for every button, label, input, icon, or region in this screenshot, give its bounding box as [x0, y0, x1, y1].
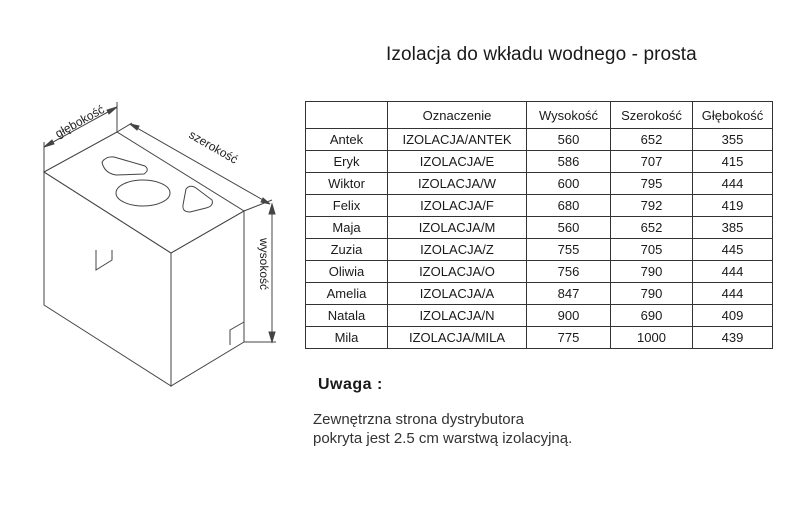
cell-name: Mila [306, 327, 388, 349]
note-text-line-1: Zewnętrzna strona dystrybutora [313, 411, 524, 428]
cell-width: 707 [611, 151, 693, 173]
cell-width: 1000 [611, 327, 693, 349]
cell-name: Zuzia [306, 239, 388, 261]
cell-name: Oliwia [306, 261, 388, 283]
cell-designation: IZOLACJA/Z [388, 239, 527, 261]
front-notch [96, 250, 112, 270]
side-notch [230, 322, 244, 345]
table-row [306, 305, 773, 327]
cell-width: 705 [611, 239, 693, 261]
cell-designation: IZOLACJA/N [388, 305, 527, 327]
left-slot [102, 157, 147, 175]
cell-designation: IZOLACJA/F [388, 195, 527, 217]
cell-depth: 444 [693, 173, 773, 195]
cell-height: 775 [527, 327, 611, 349]
table-row [306, 217, 773, 239]
circular-opening [116, 180, 170, 206]
cell-height: 847 [527, 283, 611, 305]
table-row [306, 129, 773, 151]
cell-height: 755 [527, 239, 611, 261]
width-label: szerokość [186, 127, 241, 167]
cell-designation: IZOLACJA/ANTEK [388, 129, 527, 151]
cell-name: Natala [306, 305, 388, 327]
page-title: Izolacja do wkładu wodnego - prosta [386, 44, 697, 65]
cell-height: 560 [527, 217, 611, 239]
cell-width: 652 [611, 129, 693, 151]
header-cell-name [306, 102, 388, 129]
header-cell-height: Wysokość [527, 102, 611, 129]
depth-label: głębokość [52, 102, 107, 141]
cell-width: 795 [611, 173, 693, 195]
note-heading: Uwaga : [318, 376, 383, 393]
cell-depth: 415 [693, 151, 773, 173]
cell-name: Maja [306, 217, 388, 239]
cell-height: 560 [527, 129, 611, 151]
cell-height: 900 [527, 305, 611, 327]
table-row [306, 327, 773, 349]
right-slot [183, 186, 213, 212]
cell-height: 586 [527, 151, 611, 173]
box-front-face [44, 172, 171, 386]
cell-name: Eryk [306, 151, 388, 173]
height-label: wysokość [257, 238, 271, 291]
table-row [306, 239, 773, 261]
header-cell-width: Szerokość [611, 102, 693, 129]
cell-depth: 444 [693, 261, 773, 283]
cell-name: Felix [306, 195, 388, 217]
cell-designation: IZOLACJA/M [388, 217, 527, 239]
cell-depth: 355 [693, 129, 773, 151]
cell-height: 756 [527, 261, 611, 283]
cell-depth: 445 [693, 239, 773, 261]
cell-designation: IZOLACJA/E [388, 151, 527, 173]
cell-depth: 385 [693, 217, 773, 239]
cell-width: 690 [611, 305, 693, 327]
cell-height: 680 [527, 195, 611, 217]
cell-designation: IZOLACJA/O [388, 261, 527, 283]
cell-depth: 439 [693, 327, 773, 349]
table-row [306, 261, 773, 283]
table-row [306, 151, 773, 173]
table-row [306, 283, 773, 305]
cell-designation: IZOLACJA/MILA [388, 327, 527, 349]
cell-depth: 444 [693, 283, 773, 305]
cell-name: Antek [306, 129, 388, 151]
cell-designation: IZOLACJA/A [388, 283, 527, 305]
dimensions-table [305, 101, 773, 349]
box-side-face [171, 211, 244, 386]
cell-depth: 409 [693, 305, 773, 327]
cell-width: 790 [611, 283, 693, 305]
cell-width: 790 [611, 261, 693, 283]
table-header-row [306, 102, 773, 129]
cell-height: 600 [527, 173, 611, 195]
header-cell-designation: Oznaczenie [388, 102, 527, 129]
cell-width: 792 [611, 195, 693, 217]
cell-name: Wiktor [306, 173, 388, 195]
note-text-line-2: pokryta jest 2.5 cm warstwą izolacyjną. [313, 430, 573, 447]
cell-name: Amelia [306, 283, 388, 305]
header-cell-depth: Głębokość [693, 102, 773, 129]
table-row [306, 173, 773, 195]
table-row [306, 195, 773, 217]
cell-width: 652 [611, 217, 693, 239]
cell-designation: IZOLACJA/W [388, 173, 527, 195]
cell-depth: 419 [693, 195, 773, 217]
